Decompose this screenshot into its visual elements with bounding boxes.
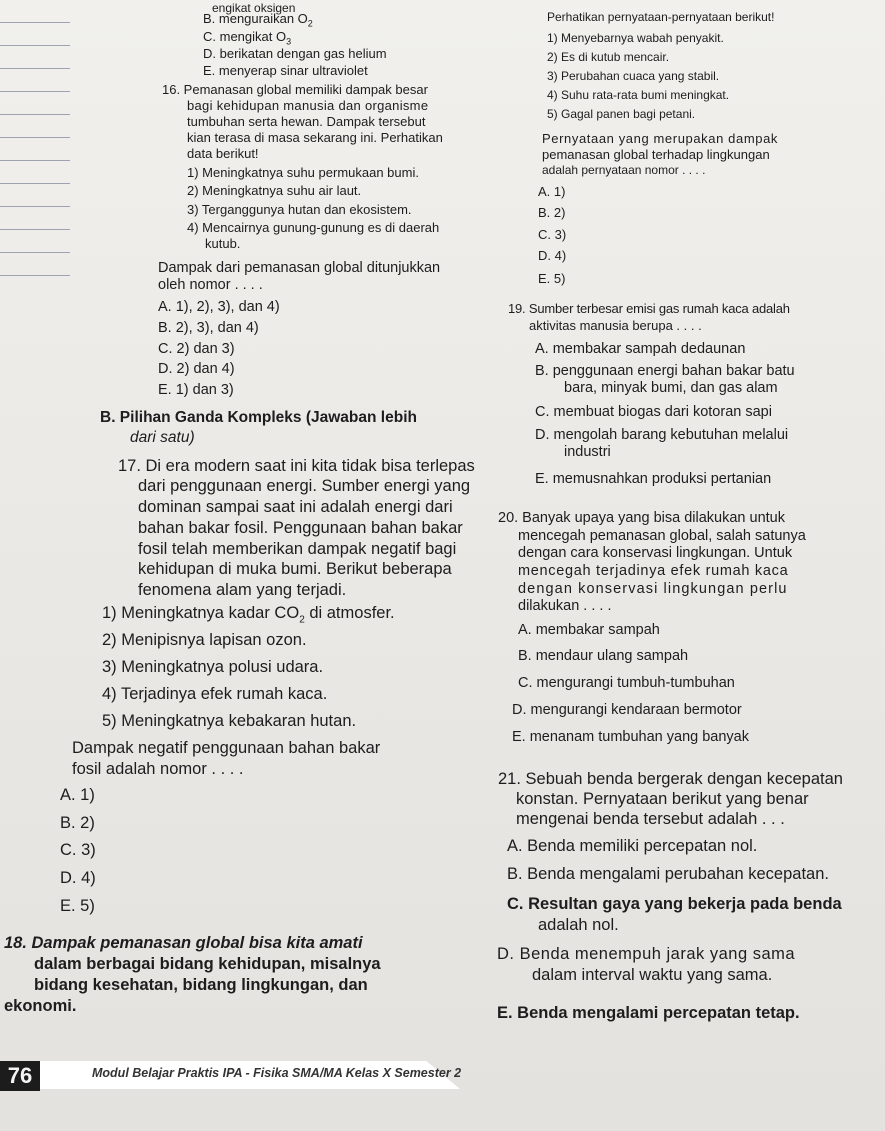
footer-title: Modul Belajar Praktis IPA - Fisika SMA/MA Kelas X Semester 2 [92, 1066, 462, 1080]
statement-item: 2) Es di kutub mencair. [547, 50, 670, 64]
option-b: B. 2) [538, 205, 566, 220]
option-b: B. mendaur ulang sampah [518, 648, 689, 664]
question-line: bidang kesehatan, bidang lingkungan, dan [34, 976, 368, 994]
statement-item: 1) Menyebarnya wabah penyakit. [547, 31, 724, 45]
option-c: C. Resultan gaya yang bekerja pada benda [507, 895, 842, 913]
question-line: aktivitas manusia berupa . . . . [529, 318, 702, 333]
option-b: B. menguraikan $O_2$ [203, 11, 313, 29]
question-line: konstan. Pernyataan berikut yang benar [516, 790, 809, 808]
option-e: E. memusnahkan produksi pertanian [535, 471, 772, 487]
statement-item: 4) Suhu rata-rata bumi meningkat. [547, 88, 730, 102]
option-b: B. 2) [60, 814, 95, 832]
data-item: 3) Terganggunya hutan dan ekosistem. [187, 202, 412, 217]
section-subtitle: dari satu) [130, 429, 195, 446]
question-line: fenomena alam yang terjadi. [138, 581, 347, 599]
option-d: D. Benda menempuh jarak yang sama [497, 945, 796, 963]
option-d: D. 2) dan 4) [158, 361, 235, 377]
section-title: B. Pilihan Ganda Kompleks (Jawaban lebih [100, 409, 417, 426]
option-d: D. mengurangi kendaraan bermotor [512, 702, 742, 718]
option-a: A. 1) [60, 786, 95, 804]
question-line: dengan cara konservasi lingkungan. Untuk [518, 545, 793, 561]
option-c: C. 3) [60, 841, 96, 859]
question-line: kian terasa di masa sekarang ini. Perhatikan [187, 130, 443, 145]
option-c: C. mengurangi tumbuh-tumbuhan [518, 675, 735, 691]
data-item: 2) Meningkatnya suhu air laut. [187, 183, 362, 198]
question-stem: pemanasan global terhadap lingkungan [542, 147, 770, 162]
question-line: tumbuhan serta hewan. Dampak tersebut [187, 114, 426, 129]
option-c: C. membuat biogas dari kotoran sapi [535, 404, 772, 420]
question-line: 17. Di era modern saat ini kita tidak bisa terlepas [118, 457, 475, 475]
data-item: 4) Mencairnya gunung-gunung es di daerah [187, 220, 440, 235]
option-e: E. 5) [60, 897, 95, 915]
ruled-lines [0, 0, 70, 300]
data-item: 2) Menipisnya lapisan ozon. [102, 631, 307, 649]
option-b: B. Benda mengalami perubahan kecepatan. [507, 865, 829, 883]
question-line: mengenai benda tersebut adalah . . . [516, 810, 785, 828]
data-item: 3) Meningkatnya polusi udara. [102, 658, 324, 676]
option-b-cont: bara, minyak bumi, dan gas alam [564, 380, 778, 396]
statement-item: 5) Gagal panen bagi petani. [547, 107, 696, 121]
question-line: mencegah terjadinya efek rumah kaca [518, 563, 789, 579]
data-item: 5) Meningkatnya kebakaran hutan. [102, 712, 357, 730]
option-d: D. berikatan dengan gas helium [203, 46, 387, 61]
question-stem: oleh nomor . . . . [158, 277, 263, 293]
option-e: E. 5) [538, 271, 566, 286]
question-stem: Pernyataan yang merupakan dampak [542, 131, 779, 146]
question-line: dominan sampai saat ini adalah energi dari [138, 498, 453, 516]
option-text: engikat oksigen [212, 1, 296, 15]
option-c: C. mengikat $O_3$ [203, 29, 292, 47]
question-stem: fosil adalah nomor . . . . [72, 760, 244, 778]
option-b: B. penggunaan energi bahan bakar batu [535, 363, 795, 379]
question-line: fosil telah memberikan dampak negatif bagi [138, 540, 457, 558]
option-a: A. 1), 2), 3), dan 4) [158, 299, 280, 315]
question-line: 20. Banyak upaya yang bisa dilakukan untuk [498, 510, 785, 526]
data-item: kutub. [205, 236, 241, 251]
option-d-cont: industri [564, 444, 611, 460]
option-c: C. 2) dan 3) [158, 341, 235, 357]
option-e: E. Benda mengalami percepatan tetap. [497, 1004, 800, 1022]
question-stem: Dampak dari pemanasan global ditunjukkan [158, 260, 441, 276]
option-a: A. Benda memiliki percepatan nol. [507, 837, 758, 855]
option-e: E. menyerap sinar ultraviolet [203, 63, 368, 78]
option-a: A. membakar sampah [518, 622, 660, 638]
option-d: D. 4) [60, 869, 96, 887]
question-line: dari penggunaan energi. Sumber energi yang [138, 477, 471, 495]
option-a: A. 1) [538, 184, 566, 199]
question-line: mencegah pemanasan global, salah satunya [518, 528, 806, 544]
question-line: 16. Pemanasan global memiliki dampak besar [162, 82, 428, 97]
question-line: dengan konservasi lingkungan perlu [518, 581, 788, 597]
question-stem: Dampak negatif penggunaan bahan bakar [72, 739, 381, 757]
statements-intro: Perhatikan pernyataan-pernyataan berikut! [547, 10, 775, 24]
question-stem: adalah pernyataan nomor . . . . [542, 163, 706, 177]
option-a: A. membakar sampah dedaunan [535, 341, 746, 357]
question-line: bahan bakar fosil. Penggunaan bahan bakar [138, 519, 463, 537]
question-line: dalam berbagai bidang kehidupan, misalnya [34, 955, 381, 973]
question-line: dilakukan . . . . [518, 598, 612, 614]
option-d: D. mengolah barang kebutuhan melalui [535, 427, 789, 443]
question-line: data berikut! [187, 146, 259, 161]
option-d: D. 4) [538, 248, 567, 263]
data-item: 4) Terjadinya efek rumah kaca. [102, 685, 328, 703]
option-e: E. 1) dan 3) [158, 382, 234, 398]
statement-item: 3) Perubahan cuaca yang stabil. [547, 69, 720, 83]
option-c-cont: adalah nol. [538, 916, 619, 934]
option-c: C. 3) [538, 227, 567, 242]
question-line: kehidupan di muka bumi. Berikut beberapa [138, 560, 452, 578]
question-line: 19. Sumber terbesar emisi gas rumah kaca adalah [508, 301, 790, 316]
option-e: E. menanam tumbuhan yang banyak [512, 729, 749, 745]
question-line: ekonomi. [4, 997, 77, 1015]
question-line: 21. Sebuah benda bergerak dengan kecepatan [498, 770, 843, 788]
option-b: B. 2), 3), dan 4) [158, 320, 259, 336]
page-number: 76 [0, 1061, 40, 1091]
option-d-cont: dalam interval waktu yang sama. [532, 966, 773, 984]
question-line: bagi kehidupan manusia dan organisme [187, 98, 429, 113]
data-item: 1) Meningkatnya kadar $CO_2$ di atmosfer. [102, 604, 395, 626]
question-line: 18. Dampak pemanasan global bisa kita amati [4, 934, 363, 952]
data-item: 1) Meningkatnya suhu permukaan bumi. [187, 165, 419, 180]
